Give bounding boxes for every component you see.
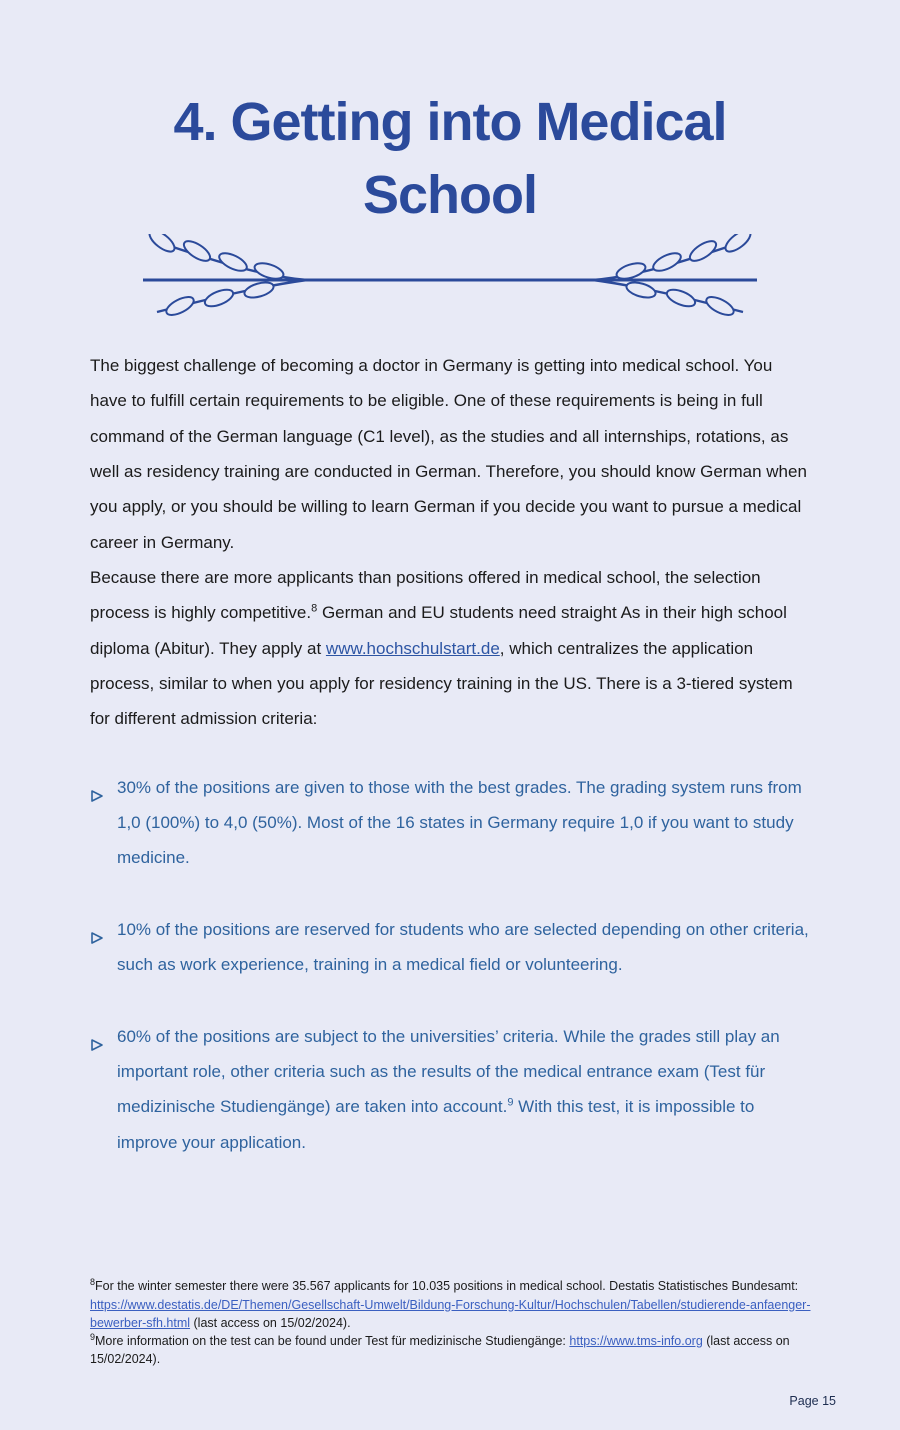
footnote-9-text-1: More information on the test can be found under Test für medizinische Studiengänge: xyxy=(95,1333,570,1348)
laurel-divider xyxy=(0,234,900,326)
tms-info-link[interactable]: https://www.tms-info.org xyxy=(569,1333,703,1348)
footnote-ref-9: 9 xyxy=(507,1096,514,1109)
arrowhead-bullet-icon xyxy=(90,780,104,815)
arrowhead-bullet-icon xyxy=(90,922,104,957)
body-content xyxy=(90,348,812,1160)
footnotes-section xyxy=(90,1277,814,1368)
arrowhead-bullet-icon xyxy=(90,1029,104,1064)
laurel-branches-icon xyxy=(135,234,765,326)
paragraph-intro: The biggest challenge of becoming a doctor in Germany is getting into medical school. You have to fulfill certain requirements to be eligible. One of these requirements is being in full command of the German language (C1 level), as the studies and all internships, rotations, as well as residency training are conducted in German. Therefore, you should know German when you apply, or you should be willing to learn German if you decide you want to pursue a medical career in Germany. xyxy=(90,355,807,552)
paragraph-application xyxy=(90,560,812,737)
list-item-best-grades xyxy=(90,770,812,876)
paragraph-application-text-3: , which centralizes the application process, similar to when you apply for residency training in the US. There is a 3-tiered system for different admission criteria: xyxy=(90,638,793,729)
list-item-university-criteria xyxy=(90,1019,812,1160)
list-item-text: 10% of the positions are reserved for students who are selected depending on other criteria, such as work experience, training in a medical field or volunteering. xyxy=(117,919,809,975)
footnote-8-marker: 8 xyxy=(90,1277,96,1288)
footnote-8-text-2: (last access on 15/02/2024). xyxy=(190,1315,351,1330)
footnote-9 xyxy=(90,1332,814,1368)
destatis-link[interactable]: https://www.destatis.de/DE/Themen/Gesellschaft-Umwelt/Bildung-Forschung-Kultur/Hochschulen/Tabellen/studierende-anfaenger-bewerber-sfh.html xyxy=(90,1297,811,1330)
list-item-other-criteria xyxy=(90,912,812,983)
paragraph-application-text-1: Because there are more applicants than positions offered in medical school, the selection process is highly competitive. xyxy=(90,567,761,623)
footnote-8 xyxy=(90,1277,814,1331)
list-item-text: With this test, it is impossible to improve your application. xyxy=(117,1097,755,1152)
list-item-text: 60% of the positions are subject to the universities’ criteria. While the grades still play an important role, other criteria such as the results of the medical entrance exam (Test für medizinische Studiengänge) are taken into account. xyxy=(117,1026,780,1117)
page-number: Page 15 xyxy=(789,1394,836,1408)
footnote-9-marker: 9 xyxy=(90,1331,96,1342)
footnote-8-text-1: For the winter semester there were 35.567 applicants for 10.035 positions in medical school. Destatis Statistisches Bundesamt: xyxy=(95,1279,799,1294)
admission-criteria-list xyxy=(90,770,812,1160)
footnote-ref-8: 8 xyxy=(311,602,318,615)
chapter-title: 4. Getting into Medical School xyxy=(173,92,727,225)
hochschulstart-link[interactable]: www.hochschulstart.de xyxy=(325,638,500,658)
footnote-9-text-2: (last access on 15/02/2024). xyxy=(90,1333,790,1366)
list-item-text: 30% of the positions are given to those with the best grades. The grading system runs from 1,0 (100%) to 4,0 (50%). Most of the 16 states in Germany require 1,0 if you want to study medicine. xyxy=(117,777,802,868)
paragraph-application-text-2: German and EU students need straight As in their high school diploma (Abitur). They apply at xyxy=(90,603,787,658)
